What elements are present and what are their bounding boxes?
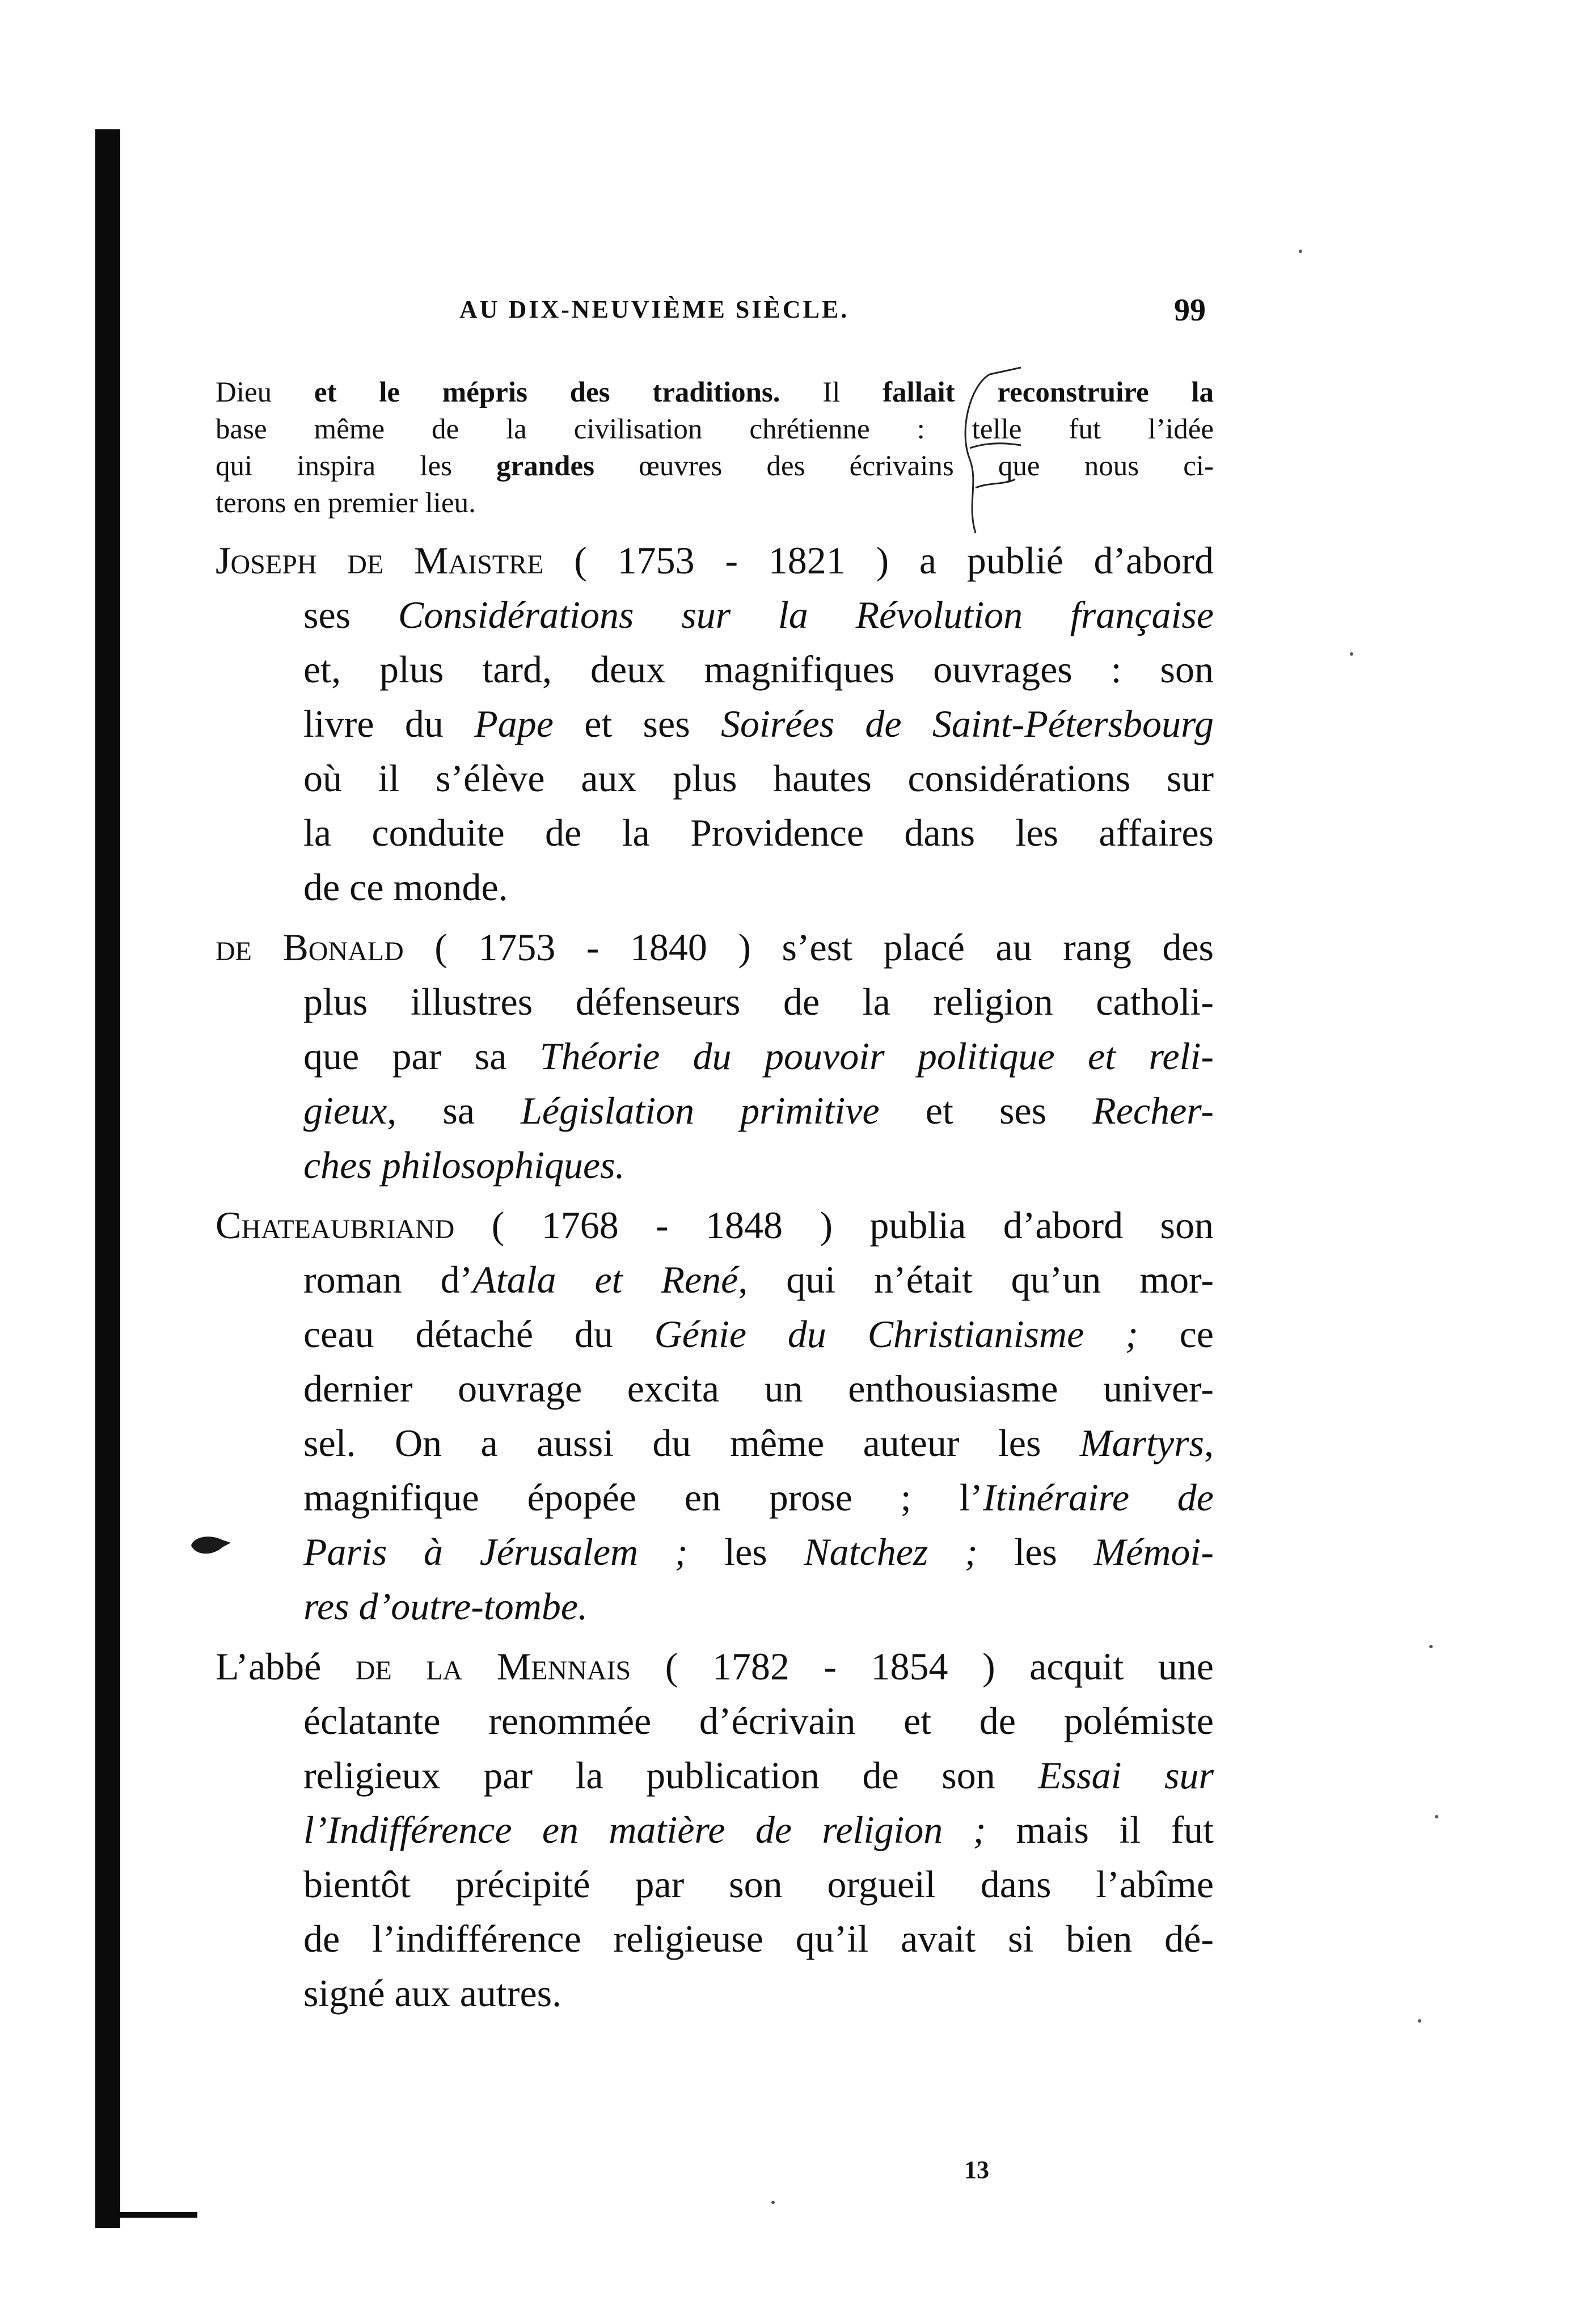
entry-line bbox=[216, 974, 1214, 1029]
text-run: sel. On a aussi du même auteur les bbox=[303, 1421, 1080, 1464]
work-title: Pape bbox=[474, 702, 554, 745]
intro-paragraph bbox=[216, 374, 1214, 522]
work-title: Théorie du pouvoir politique et reli- bbox=[539, 1035, 1214, 1078]
text-run: ceau détaché du bbox=[303, 1312, 655, 1356]
entry-line bbox=[216, 1748, 1214, 1803]
work-title: gieux bbox=[303, 1089, 387, 1132]
work-title: Génie du Christianisme ; bbox=[654, 1312, 1138, 1356]
entry-line bbox=[216, 1138, 1214, 1192]
entry-line bbox=[216, 1525, 1214, 1579]
text-run: ( 1782 - 1854 ) acquit une bbox=[631, 1645, 1214, 1688]
work-title: res d’outre-tombe. bbox=[303, 1585, 588, 1628]
entry-line bbox=[216, 1198, 1214, 1252]
work-title: Soirées de Saint-Pétersbourg bbox=[720, 702, 1214, 745]
text-run: bientôt précipité par son orgueil dans l’abîme bbox=[303, 1863, 1214, 1906]
author-name: de Bonald bbox=[216, 926, 404, 969]
entry-line bbox=[216, 1361, 1214, 1416]
text-run: , sa bbox=[387, 1089, 521, 1132]
author-name: de la Mennais bbox=[355, 1645, 631, 1688]
author-name: Joseph de Maistre bbox=[216, 539, 544, 582]
author-entry bbox=[216, 533, 1214, 914]
text-run: roman d’ bbox=[303, 1258, 473, 1301]
text-run: la conduite de la Providence dans les affaires bbox=[303, 811, 1214, 854]
entry-line bbox=[216, 805, 1214, 860]
intro-line bbox=[216, 448, 1214, 485]
paper-speck bbox=[1418, 2019, 1421, 2023]
entry-line bbox=[216, 1966, 1214, 2020]
text-run: livre du bbox=[303, 702, 475, 745]
work-title: Considérations sur la Révolution française bbox=[398, 593, 1214, 636]
entry-line bbox=[216, 1416, 1214, 1470]
work-title: Mémoi- bbox=[1093, 1530, 1214, 1573]
entry-line bbox=[216, 1083, 1214, 1138]
text-run: magnifique épopée en prose ; l’ bbox=[303, 1476, 983, 1519]
entry-line bbox=[216, 920, 1214, 974]
text-run: religieux par la publication de son bbox=[303, 1754, 1038, 1797]
paper-speck bbox=[1350, 652, 1353, 656]
intro-line bbox=[216, 485, 1214, 522]
text-run: ( 1768 - 1848 ) publia d’abord son bbox=[454, 1204, 1214, 1247]
work-title: l’Indifférence en matière de religion ; bbox=[303, 1808, 986, 1851]
paper-speck bbox=[1435, 1815, 1438, 1818]
text-run: de ce monde. bbox=[303, 866, 508, 909]
author-entry bbox=[216, 1198, 1214, 1633]
work-title: Recher- bbox=[1092, 1089, 1214, 1132]
intro-line bbox=[216, 374, 1214, 411]
work-title: Martyrs bbox=[1079, 1421, 1204, 1464]
entry-line bbox=[216, 1639, 1214, 1694]
work-title: Paris à Jérusalem ; bbox=[303, 1530, 688, 1573]
entry-line bbox=[216, 1029, 1214, 1083]
work-title: ches philosophiques. bbox=[303, 1143, 625, 1187]
text-run: , qui n’était qu’un mor- bbox=[738, 1258, 1214, 1301]
text-run: terons en premier lieu. bbox=[216, 487, 476, 519]
text-run: œuvres des écrivains que nous ci- bbox=[594, 450, 1214, 482]
entry-line bbox=[216, 1911, 1214, 1966]
paper-speck bbox=[1429, 1645, 1433, 1648]
paper-speck bbox=[771, 2201, 775, 2204]
work-title: Essai sur bbox=[1038, 1754, 1214, 1797]
text-run: ses bbox=[303, 593, 398, 636]
text-run: grandes bbox=[496, 450, 594, 482]
entry-line bbox=[216, 1694, 1214, 1748]
entry-line bbox=[216, 860, 1214, 914]
running-head: AU DIX-NEUVIÈME SIÈCLE. bbox=[459, 296, 850, 323]
text-run: et ses bbox=[553, 702, 721, 745]
binding-edge bbox=[95, 129, 120, 2228]
entry-line bbox=[216, 1307, 1214, 1361]
page-number: 99 bbox=[1174, 293, 1206, 328]
signature-mark: 13 bbox=[964, 2156, 989, 2184]
text-run: où il s’élève aux plus hautes considérations sur bbox=[303, 757, 1214, 800]
binding-edge-foot bbox=[95, 2212, 197, 2218]
entry-line bbox=[216, 1579, 1214, 1633]
author-entry bbox=[216, 920, 1214, 1192]
author-name: Chateaubriand bbox=[216, 1204, 455, 1247]
handwritten-annotation-mark bbox=[936, 363, 1038, 539]
text-run: , bbox=[1204, 1421, 1214, 1464]
text-run: les bbox=[687, 1530, 804, 1573]
work-title: Natchez ; bbox=[804, 1530, 978, 1573]
text-run: et ses bbox=[879, 1089, 1093, 1132]
entry-line bbox=[216, 1470, 1214, 1525]
text-run: ( 1753 - 1840 ) s’est placé au rang des bbox=[403, 926, 1214, 969]
text-run: les bbox=[977, 1530, 1094, 1573]
text-run: ce bbox=[1138, 1312, 1214, 1356]
paper-speck bbox=[1299, 250, 1302, 253]
text-run: qui inspira les bbox=[216, 450, 497, 482]
text-run: et le mépris des traditions. bbox=[314, 377, 780, 408]
text-run: signé aux autres. bbox=[303, 1972, 562, 2015]
entry-line bbox=[216, 642, 1214, 697]
pointing-hand-icon bbox=[188, 1531, 234, 1560]
text-run: Dieu bbox=[216, 377, 314, 408]
work-title: Itinéraire de bbox=[982, 1476, 1214, 1519]
author-entries bbox=[216, 533, 1214, 2026]
entry-line bbox=[216, 697, 1214, 751]
intro-line bbox=[216, 411, 1214, 448]
text-run: Il bbox=[780, 377, 883, 408]
entry-line bbox=[216, 533, 1214, 588]
text-run: ( 1753 - 1821 ) a publié d’abord bbox=[543, 539, 1214, 582]
entry-line bbox=[216, 751, 1214, 805]
work-title: Atala et René bbox=[472, 1258, 738, 1301]
text-run: fallait reconstruire la bbox=[883, 377, 1214, 408]
text-run: que par sa bbox=[303, 1035, 540, 1078]
entry-line bbox=[216, 1803, 1214, 1857]
entry-line bbox=[216, 1252, 1214, 1307]
work-title: Législation primitive bbox=[521, 1089, 880, 1132]
author-entry bbox=[216, 1639, 1214, 2020]
text-run: éclatante renommée d’écrivain et de polémiste bbox=[303, 1699, 1214, 1742]
text-run: plus illustres défenseurs de la religion catholi- bbox=[303, 980, 1214, 1023]
text-run: dernier ouvrage excita un enthousiasme univer- bbox=[303, 1367, 1214, 1410]
text-run: L’abbé bbox=[216, 1645, 356, 1688]
entry-line bbox=[216, 1857, 1214, 1911]
text-run: de l’indifférence religieuse qu’il avait si bien dé- bbox=[303, 1917, 1214, 1960]
text-run: base même de la civilisation chrétienne : telle fut l’idée bbox=[216, 413, 1214, 445]
entry-line bbox=[216, 588, 1214, 642]
text-run: mais il fut bbox=[986, 1808, 1214, 1851]
text-run: et, plus tard, deux magnifiques ouvrages : son bbox=[303, 648, 1214, 691]
